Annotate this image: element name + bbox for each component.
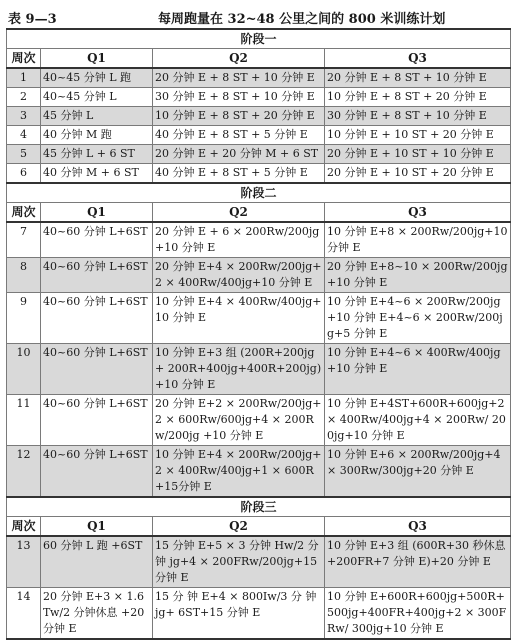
week-cell: 3 [7,107,41,126]
q2-cell: 20 分钟 E + 8 ST + 10 分钟 E [153,68,325,88]
stage-2-label: 阶段二 [7,183,511,203]
q1-cell: 40 分钟 M 跑 [41,126,153,145]
q3-cell: 10 分钟 E+4~6 × 400Rw/400jg+10 分钟 E [325,344,511,395]
q3-cell: 30 分钟 E + 8 ST + 10 分钟 E [325,107,511,126]
q3-cell: 20 分钟 E + 8 ST + 10 分钟 E [325,68,511,88]
header-q2: Q2 [153,517,325,537]
q2-cell: 15 分 钟 E+4 × 800Iw/3 分 钟 jg+ 6ST+15 分钟 E [153,588,325,640]
q1-cell: 40~45 分钟 L 跑 [41,68,153,88]
q2-cell: 40 分钟 E + 8 ST + 5 分钟 E [153,164,325,184]
header-week: 周次 [7,203,41,223]
table-row [7,88,511,107]
q2-cell: 20 分钟 E + 20 分钟 M + 6 ST [153,145,325,164]
q1-cell: 60 分钟 L 跑 +6ST [41,536,153,588]
q1-cell: 40~60 分钟 L+6ST [41,395,153,446]
table-row [7,536,511,588]
q2-cell: 10 分钟 E + 8 ST + 20 分钟 E [153,107,325,126]
week-cell: 8 [7,258,41,293]
q1-cell: 40~60 分钟 L+6ST [41,222,153,258]
stage-3-section [7,497,511,639]
q3-cell: 20 分钟 E+8~10 × 200Rw/200jg +10 分钟 E [325,258,511,293]
q1-cell: 45 分钟 L + 6 ST [41,145,153,164]
week-cell: 10 [7,344,41,395]
table-row [7,588,511,640]
q2-cell: 10 分钟 E+3 组 (200R+200jg+ 200R+400jg+400R+200jg)+10 分钟 E [153,344,325,395]
header-q3: Q3 [325,49,511,69]
q2-cell: 40 分钟 E + 8 ST + 5 分钟 E [153,126,325,145]
q1-cell: 40~60 分钟 L+6ST [41,344,153,395]
header-week: 周次 [7,49,41,69]
table-row [7,164,511,184]
header-q1: Q1 [41,49,153,69]
q1-cell: 40~60 分钟 L+6ST [41,293,153,344]
week-cell: 13 [7,536,41,588]
q3-cell: 10 分钟 E+4~6 × 200Rw/200jg+10 分钟 E+4~6 × 200Rw/200jg+5 分钟 E [325,293,511,344]
table-title: 每周跑量在 32~48 公里之间的 800 米训练计划 [158,12,446,27]
week-cell: 12 [7,446,41,498]
header-week: 周次 [7,517,41,537]
table-row [7,293,511,344]
q1-cell: 40~60 分钟 L+6ST [41,258,153,293]
q3-cell: 10 分钟 E + 8 ST + 20 分钟 E [325,88,511,107]
q2-cell: 20 分钟 E + 6 × 200Rw/200jg +10 分钟 E [153,222,325,258]
q1-cell: 40~60 分钟 L+6ST [41,446,153,498]
week-cell: 7 [7,222,41,258]
q1-cell: 45 分钟 L [41,107,153,126]
q3-cell: 20 分钟 E + 10 ST + 20 分钟 E [325,164,511,184]
table-row [7,446,511,498]
header-row [7,203,511,223]
q2-cell: 15 分钟 E+5 × 3 分钟 Hw/2 分钟 jg+4 × 200FRw/200jg+15 分钟 E [153,536,325,588]
week-cell: 6 [7,164,41,184]
header-q1: Q1 [41,517,153,537]
stage-3-label: 阶段三 [7,497,511,517]
week-cell: 2 [7,88,41,107]
stage-1-section [7,29,511,183]
q1-cell: 20 分钟 E+3 × 1.6Tw/2 分钟休息 +20 分钟 E [41,588,153,640]
week-cell: 1 [7,68,41,88]
table-row [7,395,511,446]
q3-cell: 10 分钟 E+600R+600jg+500R+ 500jg+400FR+400jg+2 × 300FRw/ 300jg+10 分钟 E [325,588,511,640]
q3-cell: 10 分钟 E+8 × 200Rw/200jg+10 分钟 E [325,222,511,258]
q1-cell: 40~45 分钟 L [41,88,153,107]
q2-cell: 10 分钟 E+4 × 400Rw/400jg+10 分钟 E [153,293,325,344]
week-cell: 5 [7,145,41,164]
header-q2: Q2 [153,49,325,69]
table-caption [6,6,510,28]
q2-cell: 20 分钟 E+2 × 200Rw/200jg+2 × 600Rw/600jg+4 × 200Rw/200jg +10 分钟 E [153,395,325,446]
q2-cell: 20 分钟 E+4 × 200Rw/200jg+2 × 400Rw/400jg+10 分钟 E [153,258,325,293]
q2-cell: 10 分钟 E+4 × 200Rw/200jg+2 × 400Rw/400jg+1 × 600R+15分钟 E [153,446,325,498]
q3-cell: 20 分钟 E + 10 ST + 10 分钟 E [325,145,511,164]
week-cell: 14 [7,588,41,640]
table-row [7,222,511,258]
table-row [7,107,511,126]
table-row [7,145,511,164]
table-row [7,344,511,395]
q2-cell: 30 分钟 E + 8 ST + 10 分钟 E [153,88,325,107]
q3-cell: 10 分钟 E+6 × 200Rw/200jg+4 × 300Rw/300jg+20 分钟 E [325,446,511,498]
header-q1: Q1 [41,203,153,223]
q3-cell: 10 分钟 E+3 组 (600R+30 秒休息 +200FR+7 分钟 E)+20 分钟 E [325,536,511,588]
table-row [7,68,511,88]
stage-2-section [7,183,511,497]
header-q2: Q2 [153,203,325,223]
q3-cell: 10 分钟 E + 10 ST + 20 分钟 E [325,126,511,145]
q1-cell: 40 分钟 M + 6 ST [41,164,153,184]
header-row [7,517,511,537]
stage-1-label: 阶段一 [7,29,511,49]
header-q3: Q3 [325,203,511,223]
week-cell: 9 [7,293,41,344]
table-row [7,126,511,145]
week-cell: 4 [7,126,41,145]
header-q3: Q3 [325,517,511,537]
table-row [7,258,511,293]
q3-cell: 10 分钟 E+4ST+600R+600jg+2 × 400Rw/400jg+4 × 200Rw/ 200jg+10 分钟 E [325,395,511,446]
week-cell: 11 [7,395,41,446]
table-number: 表 9—3 [8,12,57,27]
header-row [7,49,511,69]
training-plan-table [6,28,511,640]
